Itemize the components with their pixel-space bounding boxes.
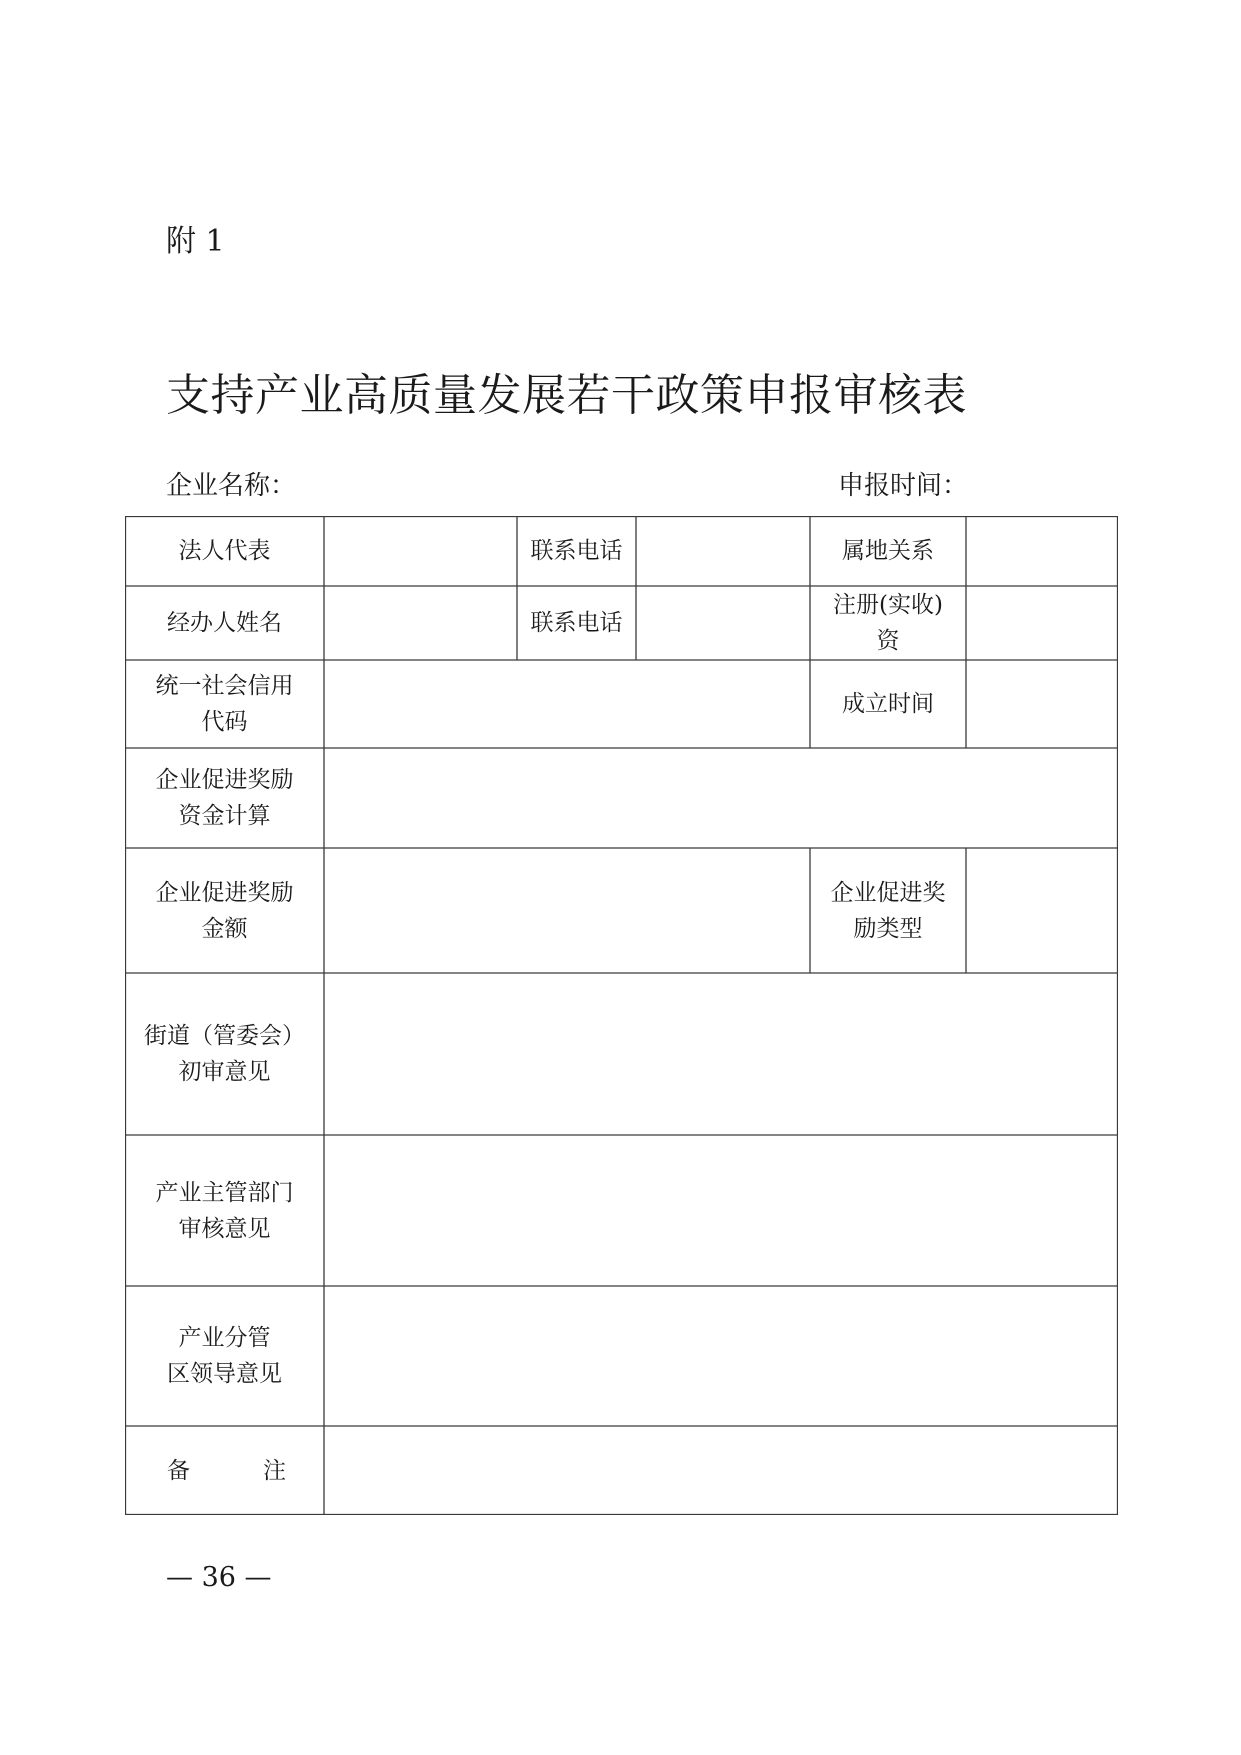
remarks-label: 备 注 xyxy=(167,1457,286,1484)
company-name-label: 企业名称： xyxy=(166,471,297,501)
leader-opinion-label: 产业分管 区领导意见 xyxy=(167,1325,282,1387)
registered-capital-label: 注册(实收) 资 xyxy=(833,592,943,654)
apply-time-label: 申报时间： xyxy=(838,471,969,501)
reward-amount-field[interactable] xyxy=(324,848,810,973)
legal-rep-field[interactable] xyxy=(324,516,517,586)
street-opinion-label: 街道（管委会） 初审意见 xyxy=(144,1023,305,1085)
contact-phone-label: 联系电话 xyxy=(530,538,623,564)
affiliation-label: 属地关系 xyxy=(842,538,934,564)
application-review-form xyxy=(125,516,1118,1515)
legal-rep-label: 法人代表 xyxy=(178,538,271,564)
page-title: 支持产业高质量发展若干政策申报审核表 xyxy=(166,370,967,421)
reward-amount-label: 企业促进奖励 金额 xyxy=(155,879,294,942)
handler-phone-label: 联系电话 xyxy=(530,610,623,636)
dept-opinion-field[interactable] xyxy=(324,1135,1118,1286)
page-number: — 36 — xyxy=(166,1562,272,1593)
reward-type-field[interactable] xyxy=(966,848,1118,973)
registered-capital-field[interactable] xyxy=(966,586,1118,660)
street-opinion-field[interactable] xyxy=(324,973,1118,1135)
established-time-field[interactable] xyxy=(966,660,1118,748)
leader-opinion-field[interactable] xyxy=(324,1286,1118,1426)
remarks-field[interactable] xyxy=(324,1426,1118,1515)
handler-name-field[interactable] xyxy=(324,586,517,660)
reward-calc-label: 企业促进奖励 资金计算 xyxy=(155,767,294,829)
affiliation-field[interactable] xyxy=(966,516,1118,586)
contact-phone-field[interactable] xyxy=(636,516,810,586)
reward-calc-field[interactable] xyxy=(324,748,1118,848)
established-time-label: 成立时间 xyxy=(842,691,934,717)
handler-phone-field[interactable] xyxy=(636,586,810,660)
attachment-label: 附 1 xyxy=(166,224,225,259)
credit-code-label: 统一社会信用 代码 xyxy=(155,673,294,735)
reward-type-label: 企业促进奖 励类型 xyxy=(830,879,946,942)
credit-code-field[interactable] xyxy=(324,660,810,748)
handler-name-label: 经办人姓名 xyxy=(167,610,282,636)
dept-opinion-label: 产业主管部门 审核意见 xyxy=(155,1179,294,1242)
